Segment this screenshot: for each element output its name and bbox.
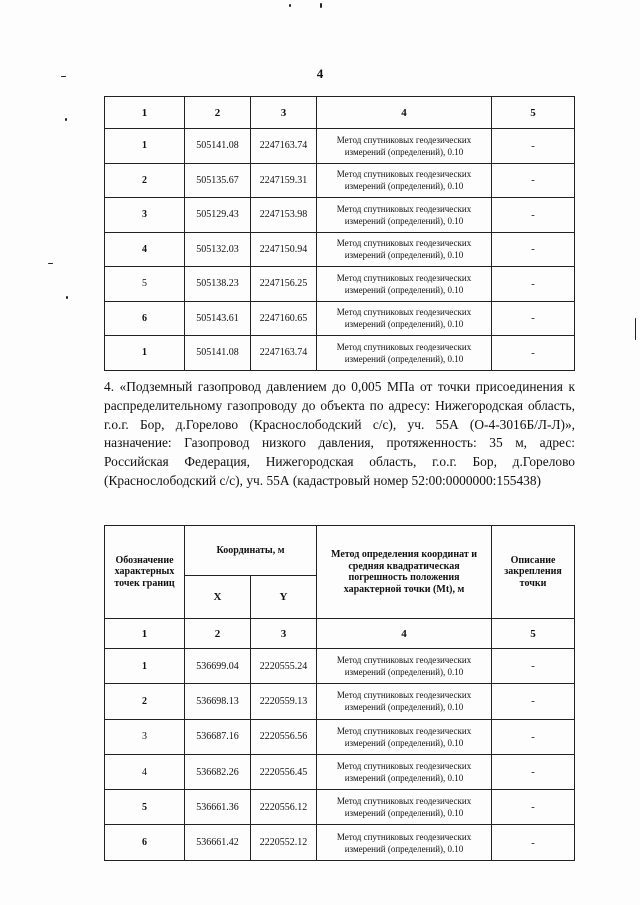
column-number: 3: [251, 97, 317, 129]
coord-y: 2220556.45: [251, 754, 317, 789]
coord-x: 536699.04: [185, 649, 251, 684]
method-text: Метод спутниковых геодезических измерений (определений), 0.10: [317, 790, 492, 825]
point-id: 6: [105, 301, 185, 336]
coord-x: 505135.67: [185, 163, 251, 198]
coord-x: 536661.36: [185, 790, 251, 825]
coord-y: 2220556.12: [251, 790, 317, 825]
method-text: Метод спутниковых геодезических измерений (определений), 0.10: [317, 684, 492, 719]
point-description: -: [492, 129, 575, 164]
method-text: Метод спутниковых геодезических измерений (определений), 0.10: [317, 649, 492, 684]
header-x: X: [185, 576, 251, 619]
coord-y: 2247150.94: [251, 232, 317, 267]
table-row: [105, 267, 575, 302]
table-row: [105, 719, 575, 754]
coord-y: 2247163.74: [251, 336, 317, 371]
scan-speck: [65, 118, 67, 121]
header-description: Описание закрепления точки: [492, 526, 575, 619]
header-y: Y: [251, 576, 317, 619]
method-text: Метод спутниковых геодезических измерений (определений), 0.10: [317, 719, 492, 754]
column-number-row: [105, 619, 575, 649]
coord-y: 2247156.25: [251, 267, 317, 302]
scan-speck: [635, 318, 636, 340]
method-text: Метод спутниковых геодезических измерений (определений), 0.10: [317, 129, 492, 164]
table-row: [105, 649, 575, 684]
point-description: -: [492, 267, 575, 302]
table-row: [105, 336, 575, 371]
point-description: -: [492, 684, 575, 719]
table-row: [105, 198, 575, 233]
coord-x: 505138.23: [185, 267, 251, 302]
header-point-designation: Обозначение характерных точек границ: [105, 526, 185, 619]
column-number: 2: [185, 97, 251, 129]
table-header-row: [105, 526, 575, 576]
point-id: 5: [105, 267, 185, 302]
column-number: 5: [492, 619, 575, 649]
point-id: 4: [105, 754, 185, 789]
table-row: [105, 129, 575, 164]
scan-speck: [66, 296, 68, 299]
method-text: Метод спутниковых геодезических измерений (определений), 0.10: [317, 232, 492, 267]
column-number: 4: [317, 619, 492, 649]
table-row: [105, 825, 575, 860]
table-row: [105, 163, 575, 198]
coord-y: 2220559.13: [251, 684, 317, 719]
coord-x: 505132.03: [185, 232, 251, 267]
coord-y: 2220555.24: [251, 649, 317, 684]
coord-x: 536682.26: [185, 754, 251, 789]
point-description: -: [492, 198, 575, 233]
coord-x: 536698.13: [185, 684, 251, 719]
scan-speck: [289, 4, 291, 7]
point-id: 3: [105, 198, 185, 233]
table-row: [105, 754, 575, 789]
point-id: 2: [105, 163, 185, 198]
coord-x: 505141.08: [185, 129, 251, 164]
coord-y: 2247153.98: [251, 198, 317, 233]
coord-x: 536661.42: [185, 825, 251, 860]
coord-y: 2247160.65: [251, 301, 317, 336]
coordinates-table: [104, 525, 575, 861]
method-text: Метод спутниковых геодезических измерений (определений), 0.10: [317, 267, 492, 302]
point-id: 3: [105, 719, 185, 754]
point-description: -: [492, 163, 575, 198]
point-description: -: [492, 719, 575, 754]
point-id: 2: [105, 684, 185, 719]
point-description: -: [492, 232, 575, 267]
method-text: Метод спутниковых геодезических измерений (определений), 0.10: [317, 163, 492, 198]
method-text: Метод спутниковых геодезических измерений (определений), 0.10: [317, 754, 492, 789]
method-text: Метод спутниковых геодезических измерений (определений), 0.10: [317, 336, 492, 371]
coord-y: 2220552.12: [251, 825, 317, 860]
point-description: -: [492, 301, 575, 336]
method-text: Метод спутниковых геодезических измерений (определений), 0.10: [317, 198, 492, 233]
table-row: [105, 790, 575, 825]
page-number: 4: [316, 66, 324, 81]
coord-x: 505129.43: [185, 198, 251, 233]
point-description: -: [492, 825, 575, 860]
coord-y: 2247159.31: [251, 163, 317, 198]
column-number: 5: [492, 97, 575, 129]
header-method: Метод определения координат и средняя квадратическая погрешность положения характерной точки (Mt), м: [317, 526, 492, 619]
object-description-paragraph: 4. «Подземный газопровод давлением до 0,005 МПа от точки присоединения к распределительному газопроводу до объекта по адресу: Нижегородская область, г.о.г. Бор, д.Горелово (Краснослободский с/с), уч. 55А (О-4-3016Б/Л-Л)», назначение: Газопровод низкого давления, протяженность: 35 м, адрес: Российская Федерация, Нижегородская область, г.о.г. Бор, д.Горелово (Краснослободский с/с), уч. 55А (кадастровый номер 52:00:0000000:155438): [104, 379, 575, 488]
coord-y: 2247163.74: [251, 129, 317, 164]
table-row: [105, 232, 575, 267]
column-number: 3: [251, 619, 317, 649]
column-number: 1: [105, 97, 185, 129]
point-id: 1: [105, 129, 185, 164]
point-description: -: [492, 754, 575, 789]
column-number: 1: [105, 619, 185, 649]
point-description: -: [492, 790, 575, 825]
method-text: Метод спутниковых геодезических измерений (определений), 0.10: [317, 301, 492, 336]
column-number-row: [105, 97, 575, 129]
table-row: [105, 301, 575, 336]
header-coordinates: Координаты, м: [185, 526, 317, 576]
table-row: [105, 684, 575, 719]
point-description: -: [492, 336, 575, 371]
coord-x: 505141.08: [185, 336, 251, 371]
coord-x: 505143.61: [185, 301, 251, 336]
column-number: 2: [185, 619, 251, 649]
column-number: 4: [317, 97, 492, 129]
point-description: -: [492, 649, 575, 684]
point-id: 6: [105, 825, 185, 860]
scan-speck: [48, 263, 53, 264]
coord-x: 536687.16: [185, 719, 251, 754]
coordinates-table-continued: [104, 96, 575, 371]
point-id: 1: [105, 649, 185, 684]
coord-y: 2220556.56: [251, 719, 317, 754]
point-id: 4: [105, 232, 185, 267]
point-id: 1: [105, 336, 185, 371]
method-text: Метод спутниковых геодезических измерений (определений), 0.10: [317, 825, 492, 860]
scan-speck: [320, 3, 322, 8]
point-id: 5: [105, 790, 185, 825]
